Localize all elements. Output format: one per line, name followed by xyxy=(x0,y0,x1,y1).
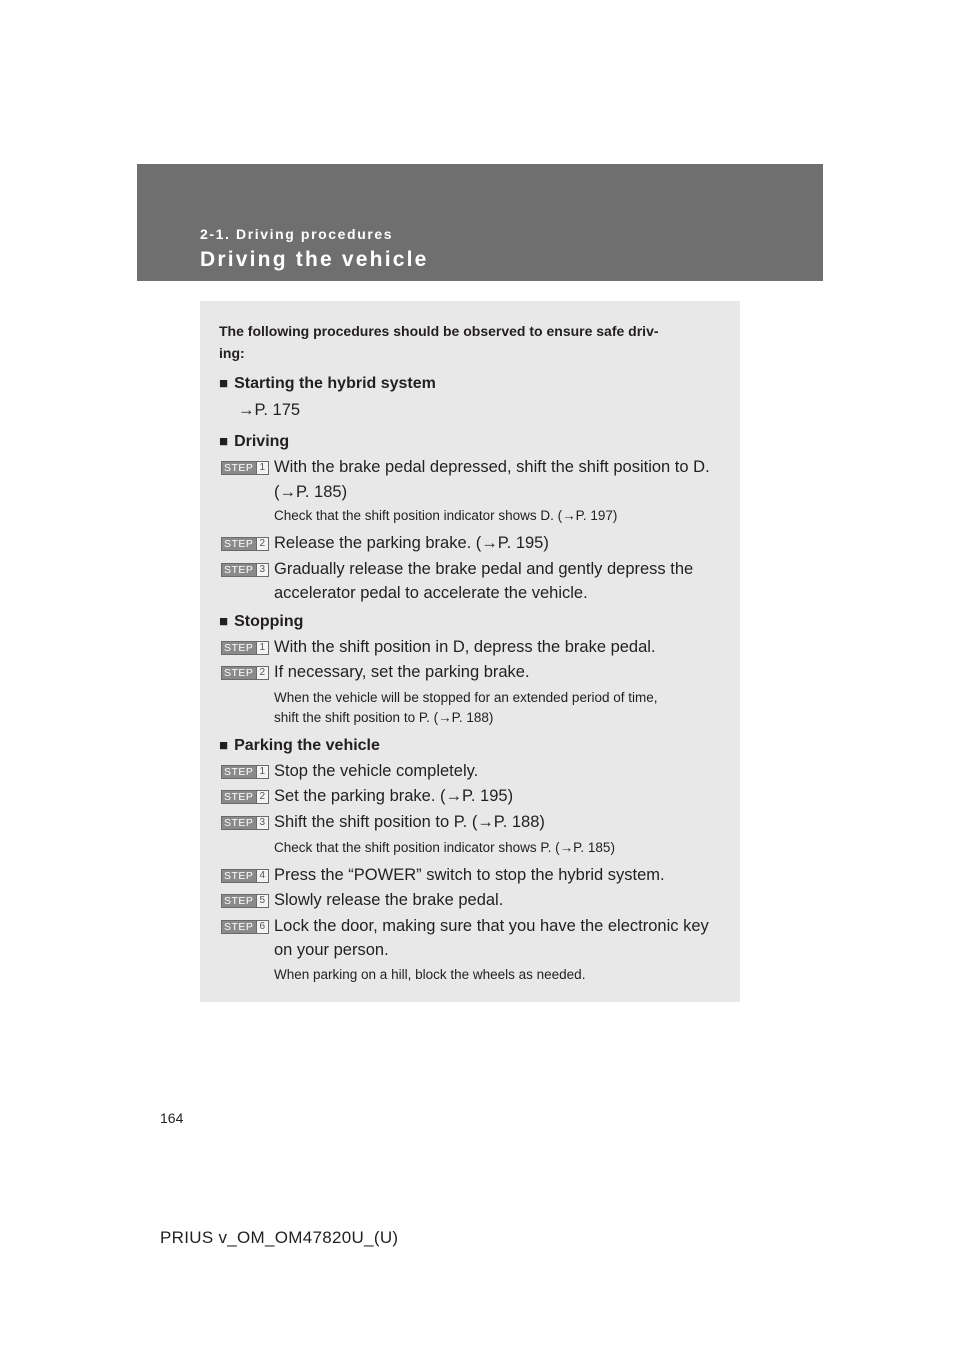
step-note: shift the shift position to P. (→P. 188) xyxy=(274,710,494,725)
step-badge: STEP 1 xyxy=(221,461,269,475)
step-text: accelerator pedal to accelerate the vehicle. xyxy=(274,584,588,602)
section-heading xyxy=(219,375,436,393)
step-badge: STEP 3 xyxy=(221,563,269,577)
step-text: If necessary, set the parking brake. xyxy=(274,663,530,681)
square-bullet-icon: ■ xyxy=(219,375,229,392)
step-badge: STEP 6 xyxy=(221,920,269,934)
square-bullet-icon: ■ xyxy=(219,613,229,630)
step-badge: STEP 3 xyxy=(221,816,269,830)
section-heading xyxy=(219,433,289,451)
section-heading xyxy=(219,613,303,631)
step-text: (→P. 185) xyxy=(274,483,348,501)
step-text: Lock the door, making sure that you have the electronic key xyxy=(274,917,709,935)
step-badge: STEP 1 xyxy=(221,765,269,779)
step-badge: STEP 4 xyxy=(221,869,269,883)
intro-line: ing: xyxy=(219,345,245,361)
step-badge: STEP 2 xyxy=(221,666,269,680)
step-badge: STEP 1 xyxy=(221,641,269,655)
square-bullet-icon: ■ xyxy=(219,433,229,450)
heading-text: Stopping xyxy=(234,613,304,630)
step-note: Check that the shift position indicator shows P. (→P. 185) xyxy=(274,840,615,855)
page-number: 164 xyxy=(160,1110,184,1126)
page-title: Driving the vehicle xyxy=(200,248,429,271)
heading-text: Driving xyxy=(234,433,290,450)
step-text: Press the “POWER” switch to stop the hybrid system. xyxy=(274,866,665,884)
intro-line: The following procedures should be observed to ensure safe driv- xyxy=(219,323,659,339)
step-badge: STEP 5 xyxy=(221,894,269,908)
step-badge: STEP 2 xyxy=(221,537,269,551)
step-text: With the shift position in D, depress the brake pedal. xyxy=(274,638,656,656)
footer-doc-code: PRIUS v_OM_OM47820U_(U) xyxy=(160,1228,399,1247)
step-badge: STEP 2 xyxy=(221,790,269,804)
step-text: Release the parking brake. (→P. 195) xyxy=(274,534,549,552)
step-text: Slowly release the brake pedal. xyxy=(274,891,504,909)
heading-text: Parking the vehicle xyxy=(234,737,380,754)
step-text: Gradually release the brake pedal and gently depress the xyxy=(274,560,694,578)
step-text: With the brake pedal depressed, shift the shift position to D. xyxy=(274,458,710,476)
step-text: Stop the vehicle completely. xyxy=(274,762,479,780)
square-bullet-icon: ■ xyxy=(219,737,229,754)
heading-text: Starting the hybrid system xyxy=(234,375,436,392)
step-text: on your person. xyxy=(274,941,389,959)
step-note: When parking on a hill, block the wheels as needed. xyxy=(274,967,586,982)
section-label: 2-1. Driving procedures xyxy=(200,226,394,242)
step-note: Check that the shift position indicator shows D. (→P. 197) xyxy=(274,508,618,523)
section-heading xyxy=(219,737,380,755)
step-text: Set the parking brake. (→P. 195) xyxy=(274,787,514,805)
page-reference: →P. 175 xyxy=(238,401,301,419)
step-note: When the vehicle will be stopped for an extended period of time, xyxy=(274,690,658,705)
step-text: Shift the shift position to P. (→P. 188) xyxy=(274,813,545,831)
